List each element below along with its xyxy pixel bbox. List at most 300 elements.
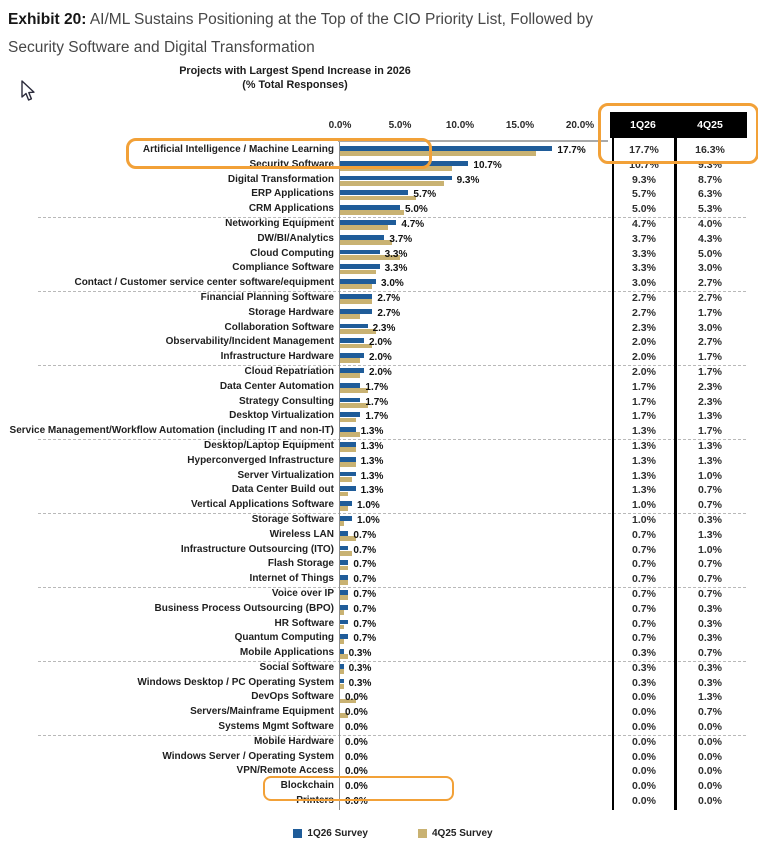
bar-4q25 [340, 462, 356, 467]
x-axis-tick: 15.0% [505, 120, 535, 131]
chart-row [0, 306, 758, 321]
bar-value-label: 3.7% [389, 233, 413, 245]
chart-row [0, 572, 758, 587]
category-label: CRM Applications [248, 203, 334, 215]
bar-4q25 [340, 151, 536, 156]
bar-1q26 [340, 486, 356, 491]
table-cell-1q26: 0.7% [632, 632, 656, 645]
table-cell-4q25: 1.7% [698, 306, 722, 319]
table-cell-4q25: 0.0% [698, 780, 722, 793]
category-label: VPN/Remote Access [236, 765, 334, 777]
category-label: Flash Storage [267, 558, 334, 570]
bar-value-label: 1.3% [360, 455, 384, 467]
category-label: Networking Equipment [225, 217, 334, 229]
bar-4q25 [340, 580, 348, 585]
category-label: Servers/Mainframe Equipment [190, 706, 334, 718]
chart-row [0, 439, 758, 454]
chart-row [0, 395, 758, 410]
table-cell-4q25: 3.0% [698, 321, 722, 334]
category-label: Observability/Incident Management [165, 336, 334, 348]
bar-1q26 [340, 649, 344, 654]
bar-4q25 [340, 358, 360, 363]
chart-row [0, 631, 758, 646]
legend-swatch-4q25-icon [418, 829, 427, 838]
table-cell-4q25: 1.7% [698, 425, 722, 438]
table-cell-1q26: 9.3% [632, 173, 656, 186]
chart-row [0, 202, 758, 217]
bar-1q26 [340, 679, 344, 684]
bar-4q25 [340, 181, 444, 186]
exhibit-title [8, 6, 748, 62]
table-cell-4q25: 4.3% [698, 232, 722, 245]
table-cell-1q26: 1.0% [632, 513, 656, 526]
chart-row [0, 750, 758, 765]
chart-row [0, 409, 758, 424]
chart-row [0, 454, 758, 469]
bar-value-label: 0.7% [353, 559, 377, 571]
x-axis-tick: 5.0% [388, 120, 412, 131]
bar-value-label: 0.0% [345, 722, 368, 734]
category-label: Compliance Software [232, 262, 334, 274]
table-cell-1q26: 0.3% [632, 647, 656, 660]
bar-1q26 [340, 472, 356, 477]
bar-value-label: 17.7% [557, 145, 586, 156]
bar-value-label: 4.7% [401, 218, 425, 230]
bar-value-label: 0.7% [353, 574, 377, 586]
chart-row [0, 528, 758, 543]
table-cell-4q25: 1.3% [698, 528, 722, 541]
table-cell-4q25: 0.7% [698, 484, 722, 497]
category-label: Data Center Build out [231, 484, 334, 496]
table-cell-4q25: 5.0% [698, 247, 722, 260]
table-cell-4q25: 0.3% [698, 602, 722, 615]
category-label: Service Management/Workflow Automation (including IT and non-IT) [9, 425, 334, 437]
bar-value-label: 0.7% [353, 633, 377, 645]
bar-4q25 [340, 388, 368, 393]
chart-row [0, 779, 758, 794]
chart-row [0, 735, 758, 750]
table-cell-1q26: 1.3% [632, 425, 656, 438]
table-cell-1q26: 5.7% [632, 188, 656, 201]
bar-value-label: 0.7% [353, 544, 377, 556]
bar-value-label: 0.3% [348, 648, 372, 660]
bar-4q25 [340, 492, 348, 497]
chart-row [0, 617, 758, 632]
table-cell-1q26: 0.0% [632, 750, 656, 763]
bar-1q26 [340, 190, 408, 195]
bar-value-label: 1.7% [365, 381, 389, 393]
bar-value-label: 0.7% [353, 529, 377, 541]
bar-value-label: 1.7% [365, 396, 389, 408]
bar-4q25 [340, 210, 404, 215]
table-header-4q25: 4Q25 [697, 119, 723, 131]
chart-row [0, 365, 758, 380]
category-label: Social Software [259, 661, 334, 673]
table-cell-1q26: 3.3% [632, 247, 656, 260]
chart-row [0, 469, 758, 484]
table-cell-1q26: 0.0% [632, 780, 656, 793]
chart-row [0, 187, 758, 202]
legend-swatch-1q26-icon [293, 829, 302, 838]
category-label: Infrastructure Outsourcing (ITO) [180, 543, 334, 555]
bar-value-label: 0.0% [345, 707, 368, 719]
bar-4q25 [340, 625, 344, 630]
table-cell-4q25: 0.3% [698, 617, 722, 630]
bar-1q26 [340, 442, 356, 447]
table-cell-1q26: 10.7% [629, 158, 659, 171]
chart-title-line1: Projects with Largest Spend Increase in 2026 [179, 65, 411, 77]
bar-4q25 [340, 551, 352, 556]
bar-1q26 [340, 634, 348, 639]
table-cell-1q26: 0.7% [632, 528, 656, 541]
category-label: Collaboration Software [224, 321, 334, 333]
bar-value-label: 0.0% [345, 736, 368, 748]
bar-4q25 [340, 654, 348, 659]
table-cell-1q26: 0.7% [632, 573, 656, 586]
bar-1q26 [340, 309, 372, 314]
table-cell-4q25: 5.3% [698, 203, 722, 216]
table-header-1q26: 1Q26 [630, 119, 656, 131]
chart-row [0, 705, 758, 720]
bar-value-label: 2.0% [369, 337, 392, 349]
category-label: Infrastructure Hardware [220, 351, 334, 363]
bar-4q25 [340, 477, 352, 482]
chart-row [0, 676, 758, 691]
bar-value-label: 0.7% [353, 618, 377, 630]
bar-1q26 [340, 161, 468, 166]
bar-4q25 [340, 196, 416, 201]
table-cell-4q25: 1.3% [698, 454, 722, 467]
bar-1q26 [340, 324, 368, 329]
chart-row [0, 217, 758, 232]
table-cell-1q26: 0.3% [632, 676, 656, 689]
bar-4q25 [340, 314, 360, 319]
category-label: Hyperconverged Infrastructure [187, 454, 334, 466]
chart-row [0, 276, 758, 291]
table-cell-4q25: 1.3% [698, 691, 722, 704]
table-cell-4q25: 16.3% [695, 144, 725, 156]
bar-4q25 [340, 684, 344, 689]
bar-4q25 [340, 166, 452, 171]
bar-value-label: 1.3% [360, 485, 384, 497]
chart-row [0, 498, 758, 513]
chart-row [0, 587, 758, 602]
bar-1q26 [340, 590, 348, 595]
bar-4q25 [340, 610, 344, 615]
bar-1q26 [340, 368, 364, 373]
table-cell-1q26: 3.7% [632, 232, 656, 245]
bar-1q26 [340, 294, 372, 299]
table-cell-4q25: 0.7% [698, 587, 722, 600]
category-label: Mobile Applications [239, 647, 334, 659]
bar-value-label: 10.7% [473, 159, 502, 171]
table-cell-4q25: 0.7% [698, 499, 722, 512]
bar-1q26 [340, 575, 348, 580]
table-border-middle [674, 138, 677, 810]
category-label: ERP Applications [251, 188, 334, 200]
bar-4q25 [340, 284, 372, 289]
category-label: DW/BI/Analytics [257, 232, 334, 244]
table-cell-4q25: 1.3% [698, 410, 722, 423]
category-label: Desktop Virtualization [229, 410, 334, 422]
bar-value-label: 0.0% [345, 796, 368, 808]
category-label: Cloud Computing [250, 247, 334, 259]
bar-value-label: 2.0% [369, 366, 392, 378]
bar-1q26 [340, 383, 360, 388]
chart-row [0, 350, 758, 365]
table-cell-4q25: 1.0% [698, 543, 722, 556]
bar-value-label: 0.3% [348, 662, 372, 674]
bar-value-label: 3.3% [384, 248, 408, 260]
chart-rows [0, 143, 758, 809]
chart-row [0, 380, 758, 395]
chart-row [0, 335, 758, 350]
bar-4q25 [340, 270, 376, 275]
table-cell-4q25: 0.0% [698, 721, 722, 734]
table-cell-1q26: 0.0% [632, 691, 656, 704]
bar-1q26 [340, 560, 348, 565]
category-label: Business Process Outsourcing (BPO) [154, 602, 334, 614]
exhibit-title-line2: Security Software and Digital Transformation [8, 39, 315, 56]
bar-value-label: 1.7% [365, 411, 389, 423]
bar-4q25 [340, 639, 344, 644]
bar-1q26 [340, 176, 452, 181]
chart-row [0, 232, 758, 247]
bar-value-label: 2.3% [372, 322, 396, 334]
legend-item-1q26 [293, 828, 368, 839]
category-label: Artificial Intelligence / Machine Learning [142, 144, 334, 155]
category-label: Contact / Customer service center software/equipment [74, 277, 334, 289]
x-axis-tick: 10.0% [445, 120, 475, 131]
table-cell-1q26: 1.3% [632, 454, 656, 467]
table-cell-4q25: 0.3% [698, 676, 722, 689]
table-cell-4q25: 3.0% [698, 262, 722, 275]
legend-item-4q25 [418, 828, 493, 839]
table-header [610, 112, 747, 138]
bar-4q25 [340, 240, 392, 245]
bar-4q25 [340, 225, 388, 230]
chart-row [0, 557, 758, 572]
bar-value-label: 1.0% [357, 514, 380, 526]
table-cell-4q25: 2.7% [698, 277, 722, 290]
table-cell-4q25: 1.3% [698, 439, 722, 452]
table-cell-4q25: 0.0% [698, 750, 722, 763]
table-cell-4q25: 2.7% [698, 336, 722, 349]
table-cell-4q25: 1.0% [698, 469, 722, 482]
table-cell-4q25: 2.3% [698, 395, 722, 408]
table-cell-1q26: 0.7% [632, 587, 656, 600]
category-label: HR Software [274, 617, 334, 629]
table-cell-1q26: 0.3% [632, 661, 656, 674]
category-label: Financial Planning Software [200, 291, 334, 303]
bar-1q26 [340, 398, 360, 403]
bar-1q26 [340, 220, 396, 225]
chart-title [140, 64, 450, 92]
category-label: DevOps Software [251, 691, 334, 703]
table-cell-1q26: 0.7% [632, 558, 656, 571]
bar-4q25 [340, 344, 372, 349]
bar-value-label: 2.7% [377, 307, 401, 319]
table-cell-4q25: 0.0% [698, 735, 722, 748]
table-cell-4q25: 1.7% [698, 351, 722, 364]
category-label: Windows Desktop / PC Operating System [137, 676, 334, 688]
bar-1q26 [340, 338, 364, 343]
chart-row [0, 764, 758, 779]
chart-row [0, 321, 758, 336]
category-label: Windows Server / Operating System [162, 750, 334, 762]
bar-value-label: 1.0% [357, 500, 380, 512]
table-cell-4q25: 1.7% [698, 365, 722, 378]
chart-row [0, 661, 758, 676]
table-cell-1q26: 2.0% [632, 351, 656, 364]
table-cell-4q25: 4.0% [698, 217, 722, 230]
category-label: Security Software [249, 158, 334, 170]
bar-1q26 [340, 427, 356, 432]
bar-1q26 [340, 205, 400, 210]
category-label: Vertical Applications Software [190, 499, 334, 511]
bar-4q25 [340, 432, 360, 437]
table-cell-1q26: 1.3% [632, 484, 656, 497]
bar-value-label: 3.0% [381, 278, 404, 290]
category-label: Data Center Automation [219, 380, 334, 392]
bar-4q25 [340, 403, 368, 408]
bar-value-label: 2.0% [369, 352, 392, 364]
category-label: Mobile Hardware [253, 735, 334, 747]
bar-1q26 [340, 501, 352, 506]
bar-4q25 [340, 447, 356, 452]
exhibit-label: Exhibit 20: [8, 11, 87, 28]
bar-value-label: 0.0% [345, 751, 368, 763]
table-cell-4q25: 0.7% [698, 647, 722, 660]
table-cell-1q26: 2.0% [632, 365, 656, 378]
category-label: Printers [296, 795, 334, 807]
category-label: Cloud Repatriation [244, 365, 334, 377]
chart-row [0, 513, 758, 528]
table-cell-4q25: 0.7% [698, 573, 722, 586]
bar-4q25 [340, 566, 348, 571]
bar-1q26 [340, 264, 380, 269]
bar-4q25 [340, 669, 344, 674]
bar-1q26 [340, 353, 364, 358]
bar-4q25 [340, 299, 372, 304]
bar-value-label: 9.3% [456, 174, 480, 186]
bar-1q26 [340, 146, 552, 151]
bar-value-label: 5.7% [413, 189, 437, 201]
chart-row [0, 646, 758, 661]
x-axis-tick: 20.0% [565, 120, 595, 131]
table-cell-1q26: 5.0% [632, 203, 656, 216]
x-axis-tick: 0.0% [328, 120, 352, 131]
table-cell-1q26: 2.3% [632, 321, 656, 334]
table-cell-1q26: 0.7% [632, 543, 656, 556]
table-cell-4q25: 0.3% [698, 632, 722, 645]
table-cell-1q26: 3.0% [632, 277, 656, 290]
bar-value-label: 0.3% [348, 677, 372, 689]
bar-1q26 [340, 620, 348, 625]
exhibit-title-text: AI/ML Sustains Positioning at the Top of the CIO Priority List, Followed by [89, 11, 593, 28]
bar-value-label: 2.7% [377, 292, 401, 304]
table-cell-1q26: 3.3% [632, 262, 656, 275]
table-border-left [612, 138, 614, 810]
bar-value-label: 1.3% [360, 470, 384, 482]
bar-value-label: 1.3% [360, 440, 384, 452]
bar-value-label: 3.3% [384, 263, 408, 275]
chart-row [0, 173, 758, 188]
bar-1q26 [340, 605, 348, 610]
bar-1q26 [340, 279, 376, 284]
bar-1q26 [340, 516, 352, 521]
legend-label-4q25: 4Q25 Survey [432, 828, 493, 839]
category-label: Strategy Consulting [238, 395, 334, 407]
chart-row [0, 424, 758, 439]
bar-4q25 [340, 329, 376, 334]
table-cell-4q25: 0.0% [698, 795, 722, 808]
bar-value-label: 0.0% [345, 781, 368, 793]
category-label: Server Virtualization [237, 469, 334, 481]
category-label: Wireless LAN [269, 528, 334, 540]
mouse-cursor-icon [20, 80, 37, 108]
bar-1q26 [340, 250, 380, 255]
bar-value-label: 1.3% [360, 426, 384, 438]
category-label: Voice over IP [271, 587, 334, 599]
chart-row [0, 143, 758, 158]
table-cell-1q26: 1.7% [632, 395, 656, 408]
category-label: Systems Mgmt Software [218, 721, 334, 733]
bar-value-label: 5.0% [405, 204, 428, 216]
table-cell-4q25: 0.3% [698, 513, 722, 526]
chart-row [0, 291, 758, 306]
bar-1q26 [340, 531, 348, 536]
category-label: Quantum Computing [234, 632, 334, 644]
bar-4q25 [340, 373, 360, 378]
table-cell-1q26: 4.7% [632, 217, 656, 230]
table-cell-1q26: 0.0% [632, 735, 656, 748]
table-cell-1q26: 0.7% [632, 617, 656, 630]
chart-title-line2: (% Total Responses) [242, 79, 348, 91]
table-cell-1q26: 2.7% [632, 306, 656, 319]
bar-value-label: 0.0% [345, 766, 368, 778]
bar-4q25 [340, 418, 356, 423]
bar-1q26 [340, 235, 384, 240]
bar-1q26 [340, 546, 348, 551]
table-cell-1q26: 2.7% [632, 291, 656, 304]
table-cell-1q26: 0.0% [632, 765, 656, 778]
table-cell-1q26: 0.0% [632, 795, 656, 808]
category-label: Storage Software [251, 513, 334, 525]
table-cell-1q26: 0.7% [632, 602, 656, 615]
chart-row [0, 483, 758, 498]
plot-top-border [338, 140, 608, 142]
bar-1q26 [340, 664, 344, 669]
category-label: Desktop/Laptop Equipment [204, 439, 334, 451]
category-label: Storage Hardware [248, 306, 334, 318]
table-cell-1q26: 1.3% [632, 439, 656, 452]
table-cell-4q25: 9.3% [698, 158, 722, 171]
table-cell-4q25: 6.3% [698, 188, 722, 201]
table-cell-4q25: 8.7% [698, 173, 722, 186]
category-label: Digital Transformation [227, 173, 334, 185]
bar-4q25 [340, 506, 348, 511]
bar-1q26 [340, 457, 356, 462]
table-cell-1q26: 0.0% [632, 721, 656, 734]
chart-row [0, 247, 758, 262]
table-cell-1q26: 1.0% [632, 499, 656, 512]
table-cell-1q26: 2.0% [632, 336, 656, 349]
legend-label-1q26: 1Q26 Survey [307, 828, 368, 839]
category-label: Blockchain [280, 780, 334, 792]
bar-4q25 [340, 521, 344, 526]
table-cell-4q25: 2.7% [698, 291, 722, 304]
